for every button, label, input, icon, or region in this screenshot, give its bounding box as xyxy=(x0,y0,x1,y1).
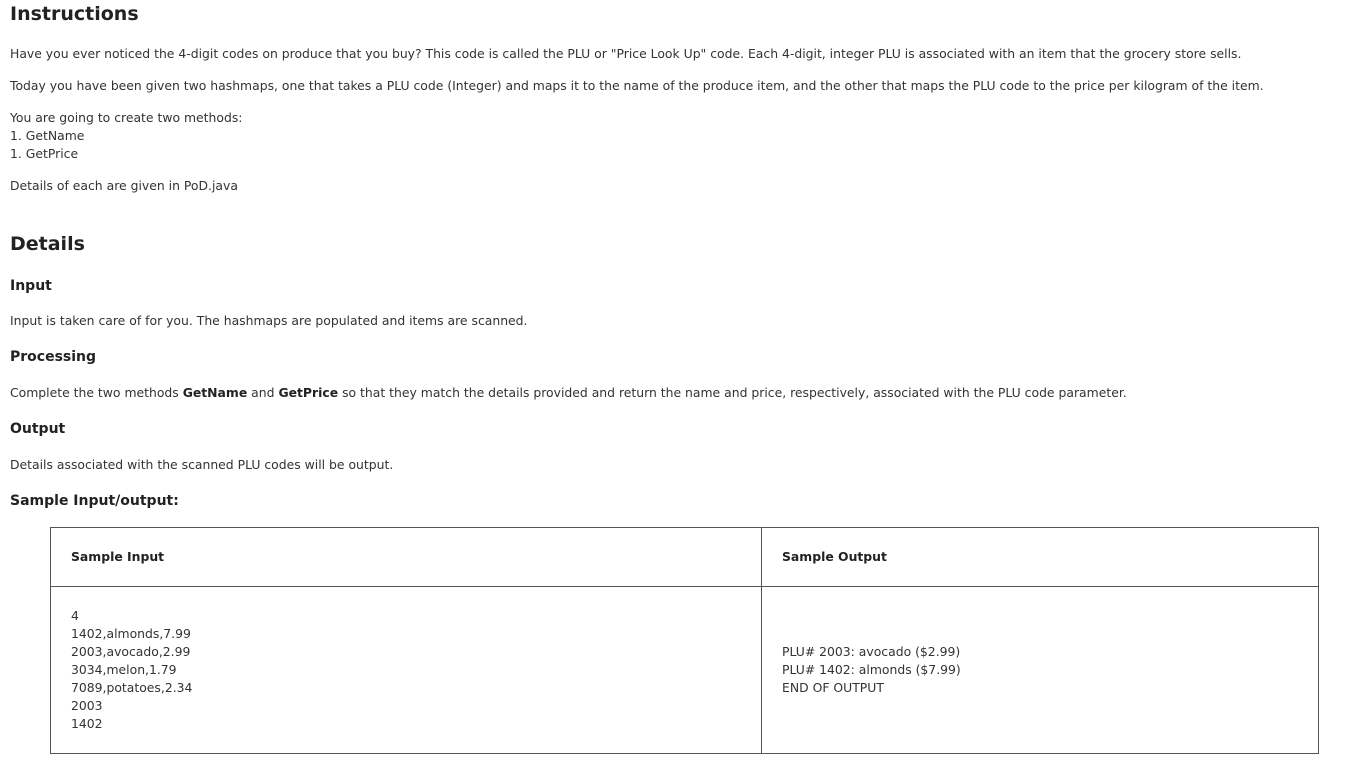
sample-heading: Sample Input/output: xyxy=(10,493,179,509)
methods-intro: You are going to create two methods: xyxy=(10,110,243,125)
processing-text-post: so that they match the details provided and return the name and price, respectively, associated with the PLU code parameter. xyxy=(338,385,1127,400)
intro-paragraph: Have you ever noticed the 4-digit codes on produce that you buy? This code is called the PLU or "Price Look Up" code. Each 4-digit, integer PLU is associated with an item that the grocery store sells. xyxy=(10,46,1242,61)
sample-output-header: Sample Output xyxy=(782,549,887,564)
sample-table xyxy=(50,527,1319,754)
input-line: 1402 xyxy=(71,716,103,731)
output-line: PLU# 2003: avocado ($2.99) xyxy=(782,644,961,659)
method-getprice: 1. GetPrice xyxy=(10,146,79,161)
processing-text-mid: and xyxy=(247,385,279,400)
processing-text-pre: Complete the two methods xyxy=(10,385,183,400)
hashmaps-paragraph: Today you have been given two hashmaps, one that takes a PLU code (Integer) and maps it to the name of the produce item, and the other that maps the PLU code to the price per kilogram of the item. xyxy=(10,78,1264,93)
getname-bold: GetName xyxy=(182,385,248,400)
input-line: 1402,almonds,7.99 xyxy=(71,626,191,641)
input-line: 2003 xyxy=(71,698,103,713)
output-text: Details associated with the scanned PLU codes will be output. xyxy=(10,457,394,472)
processing-text xyxy=(10,384,1127,402)
input-line: 3034,melon,1.79 xyxy=(71,662,177,677)
input-line: 4 xyxy=(71,608,79,623)
methods-block xyxy=(10,109,242,163)
table-column-divider xyxy=(761,528,762,753)
details-heading: Details xyxy=(10,233,85,255)
getprice-bold: GetPrice xyxy=(278,385,339,400)
input-line: 2003,avocado,2.99 xyxy=(71,644,191,659)
output-line: END OF OUTPUT xyxy=(782,680,884,695)
table-header-divider xyxy=(51,586,1318,587)
sample-output-cell xyxy=(782,643,961,697)
output-line: PLU# 1402: almonds ($7.99) xyxy=(782,662,961,677)
output-heading: Output xyxy=(10,421,66,437)
sample-input-header: Sample Input xyxy=(71,549,165,564)
details-location-paragraph: Details of each are given in PoD.java xyxy=(10,178,238,193)
input-line: 7089,potatoes,2.34 xyxy=(71,680,193,695)
method-getname: 1. GetName xyxy=(10,128,85,143)
processing-heading: Processing xyxy=(10,349,97,365)
instructions-heading: Instructions xyxy=(10,3,139,25)
input-text: Input is taken care of for you. The hashmaps are populated and items are scanned. xyxy=(10,313,528,328)
sample-input-cell xyxy=(71,607,192,733)
input-heading: Input xyxy=(10,278,52,294)
